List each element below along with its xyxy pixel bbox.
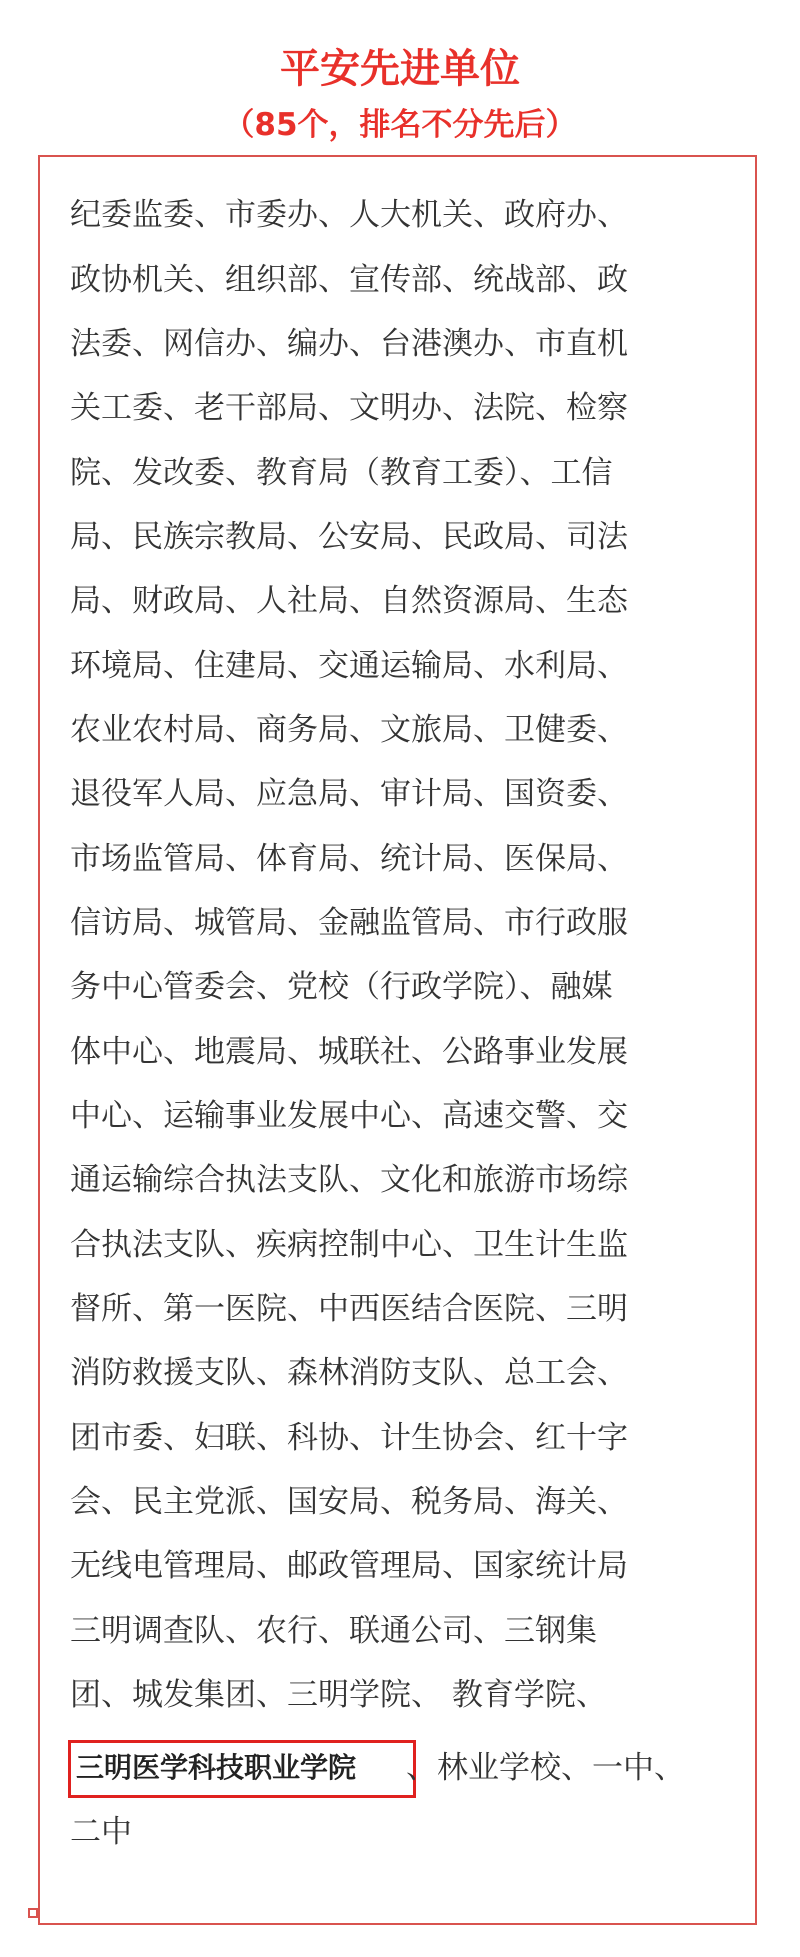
- list-line: 市场监管局、体育局、统计局、医保局、: [70, 841, 628, 877]
- list-line: 局、民族宗教局、公安局、民政局、司法: [70, 519, 628, 555]
- corner-handle: [28, 1908, 38, 1918]
- list-line: 体中心、地震局、城联社、公路事业发展: [70, 1034, 628, 1070]
- unit-list-lines: [40, 157, 755, 1923]
- list-line: 消防救援支队、森林消防支队、总工会、: [70, 1355, 628, 1391]
- list-line: 院、发改委、教育局（教育工委）、工信: [70, 455, 613, 491]
- page-title: 平安先进单位: [280, 46, 520, 92]
- list-line: 环境局、住建局、交通运输局、水利局、: [70, 648, 628, 684]
- list-line: 无线电管理局、邮政管理局、国家统计局: [70, 1548, 628, 1584]
- page-subtitle: （85个，排名不分先后）: [223, 107, 577, 143]
- list-line: 政协机关、组织部、宣传部、统战部、政: [70, 262, 628, 298]
- list-line: 团市委、妇联、科协、计生协会、红十字: [70, 1420, 628, 1456]
- list-line: 局、财政局、人社局、自然资源局、生态: [70, 583, 628, 619]
- list-line: 三明调查队、农行、联通公司、三钢集: [70, 1613, 597, 1649]
- list-line: 纪委监委、市委办、人大机关、政府办、: [70, 197, 628, 233]
- unit-list-box: [38, 155, 757, 1925]
- list-line: 退役军人局、应急局、审计局、国资委、: [70, 776, 628, 812]
- list-line: 务中心管委会、党校（行政学院）、融媒: [70, 969, 613, 1005]
- list-line: 合执法支队、疾病控制中心、卫生计生监: [70, 1227, 628, 1263]
- list-line-last: 二中: [70, 1814, 132, 1850]
- list-line: 信访局、城管局、金融监管局、市行政服: [70, 905, 628, 941]
- list-line: 中心、运输事业发展中心、高速交警、交: [70, 1098, 628, 1134]
- list-line: 督所、第一医院、中西医结合医院、三明: [70, 1291, 628, 1327]
- list-line: 关工委、老干部局、文明办、法院、检察: [70, 390, 628, 426]
- list-line: 会、民主党派、国安局、税务局、海关、: [70, 1484, 628, 1520]
- list-line: 团、城发集团、三明学院、 教育学院、: [70, 1677, 607, 1713]
- list-line: 农业农村局、商务局、文旅局、卫健委、: [70, 712, 628, 748]
- list-line-continuation: 、林业学校、一中、: [406, 1750, 685, 1786]
- list-line: 法委、网信办、编办、台港澳办、市直机: [70, 326, 628, 362]
- list-line: 通运输综合执法支队、文化和旅游市场综: [70, 1162, 628, 1198]
- highlighted-unit: 三明医学科技职业学院: [76, 1751, 357, 1784]
